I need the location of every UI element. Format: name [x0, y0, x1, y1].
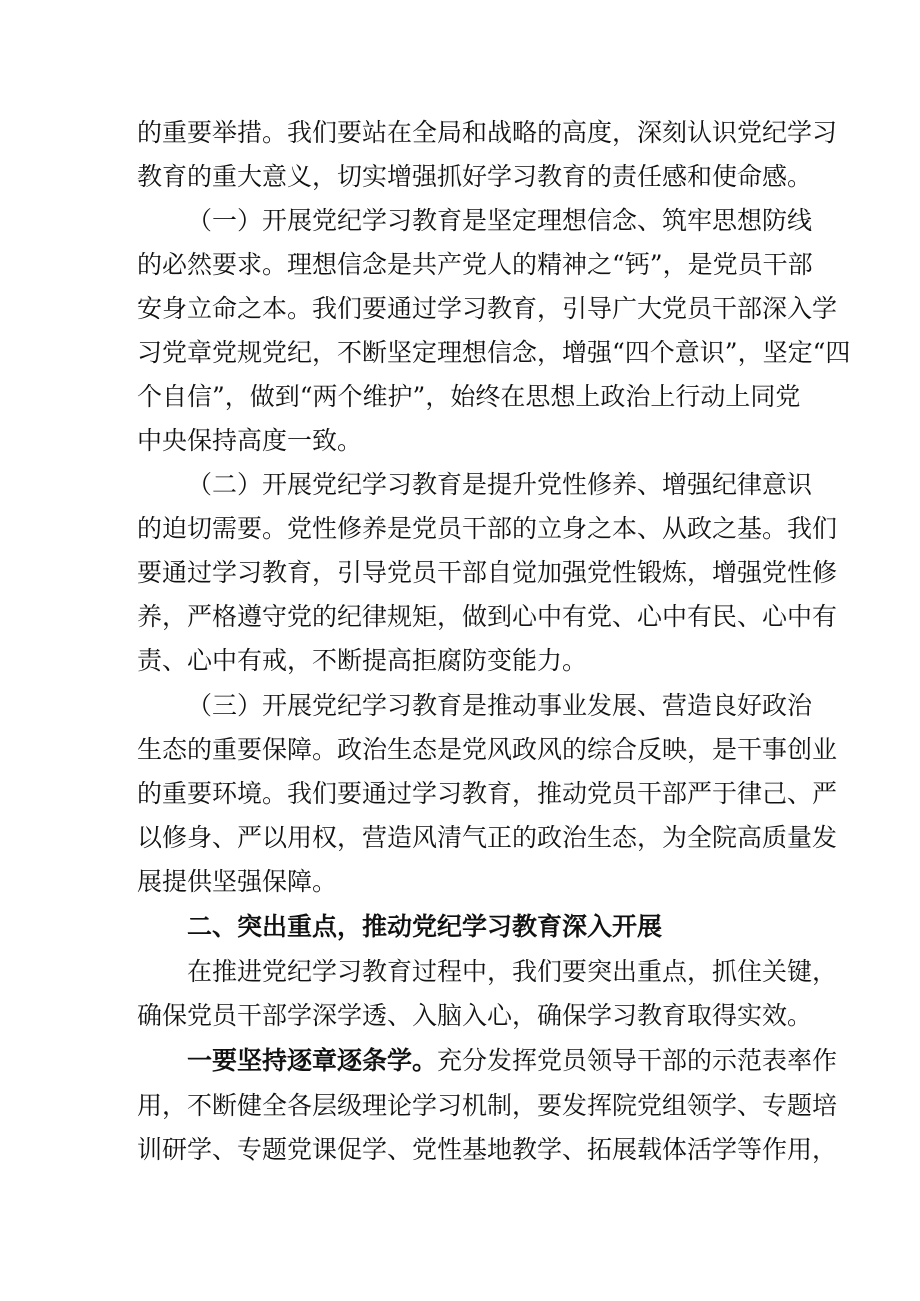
paragraph-line: 在推进党纪学习教育过程中，我们要突出重点，抓住关键， — [187, 957, 838, 986]
paragraph-line: 以修身、严以用权，营造风清气正的政治生态，为全院高质量发 — [137, 823, 838, 852]
paragraph-line: 确保党员干部学深学透、入脑入心，确保学习教育取得实效。 — [137, 1001, 813, 1030]
paragraph-line: 的迫切需要。党性修养是党员干部的立身之本、从政之基。我们 — [137, 514, 838, 543]
paragraph-line: 展提供坚强保障。 — [137, 867, 338, 896]
paragraph-line: 的必然要求。理想信念是共产党人的精神之“钙”，是党员干部 — [137, 250, 813, 279]
paragraph-line: 的重要环境。我们要通过学习教育，推动党员干部严于律己、严 — [137, 779, 838, 808]
paragraph-line: 生态的重要保障。政治生态是党风政风的综合反映，是干事创业 — [137, 735, 838, 764]
paragraph-line: 中央保持高度一致。 — [137, 426, 363, 455]
point-one-lead: 一要坚持逐章逐条学。 — [187, 1046, 438, 1075]
paragraph-line: （二）开展党纪学习教育是提升党性修养、增强纪律意识 — [187, 470, 813, 499]
section-heading: 二、突出重点，推动党纪学习教育深入开展 — [187, 912, 663, 941]
paragraph-line: 安身立命之本。我们要通过学习教育，引导广大党员干部深入学 — [137, 294, 838, 323]
point-one-text: 充分发挥党员领导干部的示范表率作 — [437, 1046, 838, 1075]
paragraph-line: 训研学、专题党课促学、党性基地教学、拓展载体活学等作用， — [137, 1135, 838, 1164]
paragraph-line: 的重要举措。我们要站在全局和战略的高度，深刻认识党纪学习 — [137, 118, 838, 147]
paragraph-line: 养，严格遵守党的纪律规矩，做到心中有党、心中有民、心中有 — [137, 602, 838, 631]
paragraph-line: 用，不断健全各层级理论学习机制，要发挥院党组领学、专题培 — [137, 1091, 838, 1120]
paragraph-line: 要通过学习教育，引导党员干部自觉加强党性锻炼，增强党性修 — [137, 558, 838, 587]
paragraph-line: 教育的重大意义，切实增强抓好学习教育的责任感和使命感。 — [137, 162, 813, 191]
paragraph-line: 个自信”，做到“两个维护”，始终在思想上政治上行动上同党 — [137, 382, 801, 411]
paragraph-line: 责、心中有戒，不断提高拒腐防变能力。 — [137, 646, 588, 675]
paragraph-line: （一）开展党纪学习教育是坚定理想信念、筑牢思想防线 — [187, 206, 813, 235]
point-one-first-line — [187, 1039, 838, 1083]
paragraph-line: （三）开展党纪学习教育是推动事业发展、营造良好政治 — [187, 691, 813, 720]
paragraph-line: 习党章党规党纪，不断坚定理想信念，增强“四个意识”，坚定“四 — [137, 338, 851, 367]
